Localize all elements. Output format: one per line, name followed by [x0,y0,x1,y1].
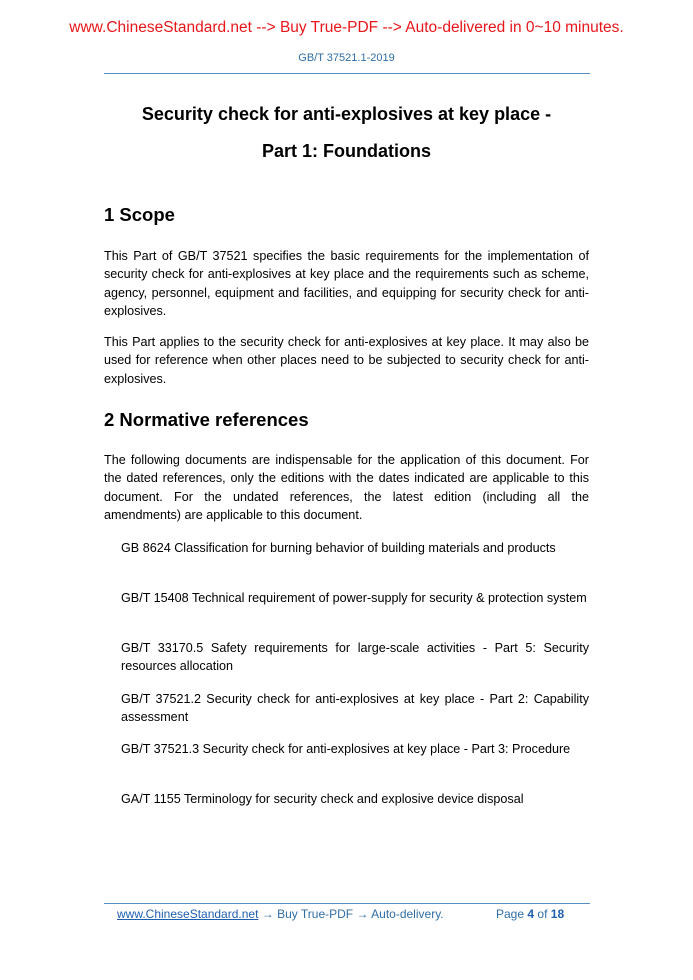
reference-item: GA/T 1155 Terminology for security check and explosive device disposal [121,792,524,806]
document-subtitle: Part 1: Foundations [261,141,431,161]
paragraph: This Part of GB/T 37521 specifies the basic requirements for the implementation of security check for anti-explosives at key place and the requirements such as scheme, agency, personnel, equipment and facilities, and equipping for security check for anti-explosives. [104,249,589,319]
document-title: Security check for anti-explosives at key place - [141,104,552,124]
footer-website-link[interactable]: www.ChineseStandard.net [117,907,259,921]
page-number [496,907,564,921]
header-divider [104,73,590,74]
footer-delivery-text: Auto-delivery. [371,907,444,921]
arrow-right-icon: → [356,907,369,921]
page-total: 18 [550,907,565,921]
reference-item: GB/T 15408 Technical requirement of power-supply for security & protection system [121,591,587,605]
paragraph: This Part applies to the security check for anti-explosives at key place. It may also be used for reference when other places need to be subjected to security check for anti-explosives. [104,335,589,386]
footer-divider [104,903,590,904]
document-code: GB/T 37521.1-2019 [298,52,395,64]
arrow-right-icon: → [261,907,274,921]
page-label: Page [496,907,525,921]
page-current: 4 [527,907,535,921]
top-banner[interactable]: www.ChineseStandard.net --> Buy True-PDF --> Auto-delivered in 0~10 minutes. [69,19,624,36]
page-of: of [537,907,548,921]
footer-buy-text: Buy True-PDF [277,907,354,921]
reference-item: GB/T 37521.2 Security check for anti-explosives at key place - Part 2: Capability assessment [121,692,589,725]
reference-item: GB/T 33170.5 Safety requirements for large-scale activities - Part 5: Security resources allocation [121,641,589,674]
paragraph: The following documents are indispensable for the application of this document. For the dated references, only the editions with the dates indicated are applicable to this document. For the undated references, the latest edition (including all the amendments) are applicable to this document. [104,453,589,523]
section-heading-scope: 1 Scope [104,204,175,225]
reference-item: GB/T 37521.3 Security check for anti-explosives at key place - Part 3: Procedure [121,742,571,756]
reference-item: GB 8624 Classification for burning behavior of building materials and products [121,541,556,555]
section-heading-normative-references: 2 Normative references [104,409,309,430]
